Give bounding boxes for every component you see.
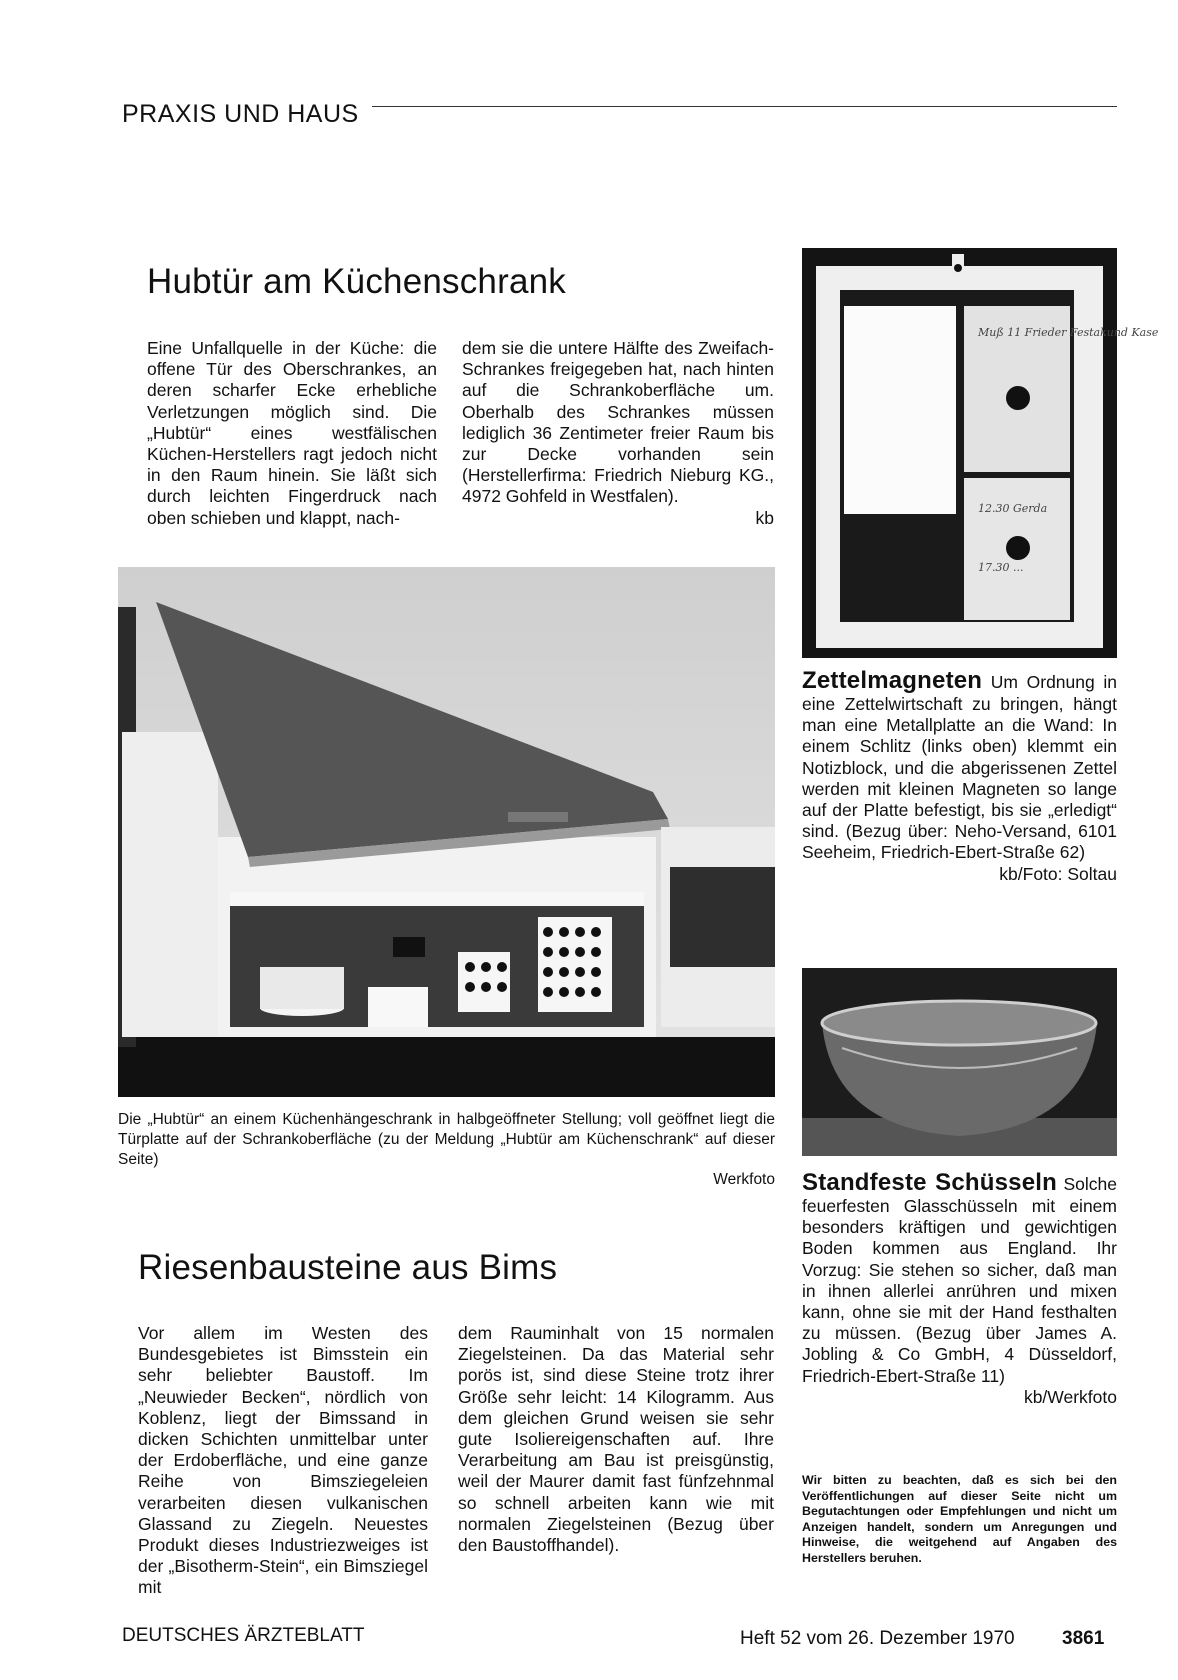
photo-kitchen-cabinet <box>118 567 775 1097</box>
disclaimer-note: Wir bitten zu beachten, daß es sich bei den Veröffentlichungen auf dieser Seite nicht um Begutachtungen oder Empfehlungen und nicht um Anzeigen handelt, sondern um Anregungen und Hinweise, die weitgehend auf Angaben des Herstellers beruhen. <box>802 1473 1117 1565</box>
section-title: PRAXIS UND HAUS <box>122 100 359 128</box>
note-text-2: 12.30 Gerda <box>978 502 1048 515</box>
zettel-headline: Zettelmagneten <box>802 667 983 694</box>
kitchen-cabinet-illustration <box>118 567 775 1097</box>
footer-journal: DEUTSCHES ÄRZTEBLATT <box>122 1625 365 1646</box>
note-text-1: Muß 11 Frieder Festakund Kase <box>978 326 1159 339</box>
schuessel-headline: Standfeste Schüsseln <box>802 1169 1058 1196</box>
schuessel-item <box>802 1170 1117 1408</box>
article-bims-col1 <box>138 1323 428 1599</box>
article-bims-col2-text: dem Rauminhalt von 15 normalen Ziegelsteinen. Da das Material sehr porös ist, sind diese Steine trotz ihrer Größe sehr leicht: 14 Kilogramm. Aus dem gleichen Grund weisen sie sehr gute Isoliereigenschaften auf. Ihre Verarbeitung am Bau ist preisgünstig, weil der Maurer damit fast fünfzehnmal so schnell arbeiten kann wie mit normalen Ziegelsteinen (Bezug über den Baustoffhandel). <box>458 1323 774 1556</box>
photo-glass-bowl <box>802 968 1117 1156</box>
photo-note-board <box>802 248 1159 658</box>
photo-cabinet-credit: Werkfoto <box>713 1171 775 1188</box>
article-bims-col2 <box>458 1323 774 1556</box>
schuessel-sign: kb/Werkfoto <box>1023 1386 1117 1407</box>
photo-cabinet-caption <box>118 1110 775 1190</box>
article-headline-hubtuer: Hubtür am Küchenschrank <box>147 262 566 301</box>
article-bims-col1-text: Vor allem im Westen des Bundesgebietes ist Bimsstein ein sehr beliebter Baustoff. Im „Neuwieder Becken“, nördlich von Koblenz, liegt der Bimssand in dicken Schichten unmittelbar unter der Erdoberfläche, und eine ganze Reihe von Bimsziegeleien verarbeiten diesen vulkanischen Glassand zu Ziegeln. Neuestes Produkt dieses Industriezweiges ist der „Bisotherm-Stein“, ein Bimsziegel mit <box>138 1323 428 1598</box>
footer-issue: Heft 52 vom 26. Dezember 1970 <box>740 1628 1015 1649</box>
photo-cabinet-caption-text: Die „Hubtür“ an einem Küchenhängeschrank in halbgeöffneter Stellung; voll geöffnet liegt die Türplatte auf der Schrankoberfläche (zu der Meldung „Hubtür am Küchenschrank“ auf dieser Seite) <box>118 1111 775 1168</box>
footer-page-number: 3861 <box>1062 1628 1105 1649</box>
header-rule <box>372 106 1117 107</box>
schuessel-text: Solche feuerfesten Glasschüsseln mit einem besonders kräftigen und gewichtigen Boden kommen aus England. Ihr Vorzug: Sie stehen so sicher, daß man in ihnen allerlei anrühren und mixen kann, ohne sie mit der Hand festhalten zu müssen. (Bezug über James A. Jobling & Co GmbH, 4 Düsseldorf, Friedrich-Ebert-Straße 11) <box>802 1174 1117 1386</box>
article-hubtuer-col2-text: dem sie die untere Hälfte des Zweifach-Schrankes freigegeben hat, nach hinten auf die Schrankoberfläche um. Oberhalb des Schrankes müssen lediglich 36 Zentimeter freier Raum bis zur Decke vorhanden sein (Herstellerfirma: Friedrich Nieburg KG., 4972 Gohfeld in Westfalen). <box>462 338 774 507</box>
zettel-item <box>802 668 1117 885</box>
article-hubtuer-col1 <box>147 338 437 529</box>
zettel-text: Um Ordnung in eine Zettelwirtschaft zu bringen, hängt man eine Metallplatte an die Wand: In einem Schlitz (links oben) klemmt ein Notizblock, und die abgerissenen Zettel werden mit kleinen Magneten so lange auf der Platte befestigt, bis sie „erledigt“ sind. (Bezug über: Neho-Versand, 6101 Seeheim, Friedrich-Ebert-Straße 62) <box>802 672 1117 863</box>
article-headline-bims: Riesenbausteine aus Bims <box>138 1248 558 1287</box>
note-text-3: 17.30 ... <box>978 561 1024 574</box>
article-hubtuer-sign: kb <box>755 507 774 528</box>
note-board-illustration <box>802 248 1159 658</box>
zettel-sign: kb/Foto: Soltau <box>999 863 1117 884</box>
article-hubtuer-col2 <box>462 338 774 529</box>
glass-bowl-illustration <box>802 968 1117 1156</box>
article-hubtuer-col1-text: Eine Unfallquelle in der Küche: die offene Tür des Oberschrankes, an deren scharfer Ecke erhebliche Verletzungen möglich sind. Die „Hubtür“ eines westfälischen Küchen-Herstellers ragt jedoch nicht in den Raum hinein. Sie läßt sich durch leichten Fingerdruck nach oben schieben und klappt, nach- <box>147 338 437 528</box>
